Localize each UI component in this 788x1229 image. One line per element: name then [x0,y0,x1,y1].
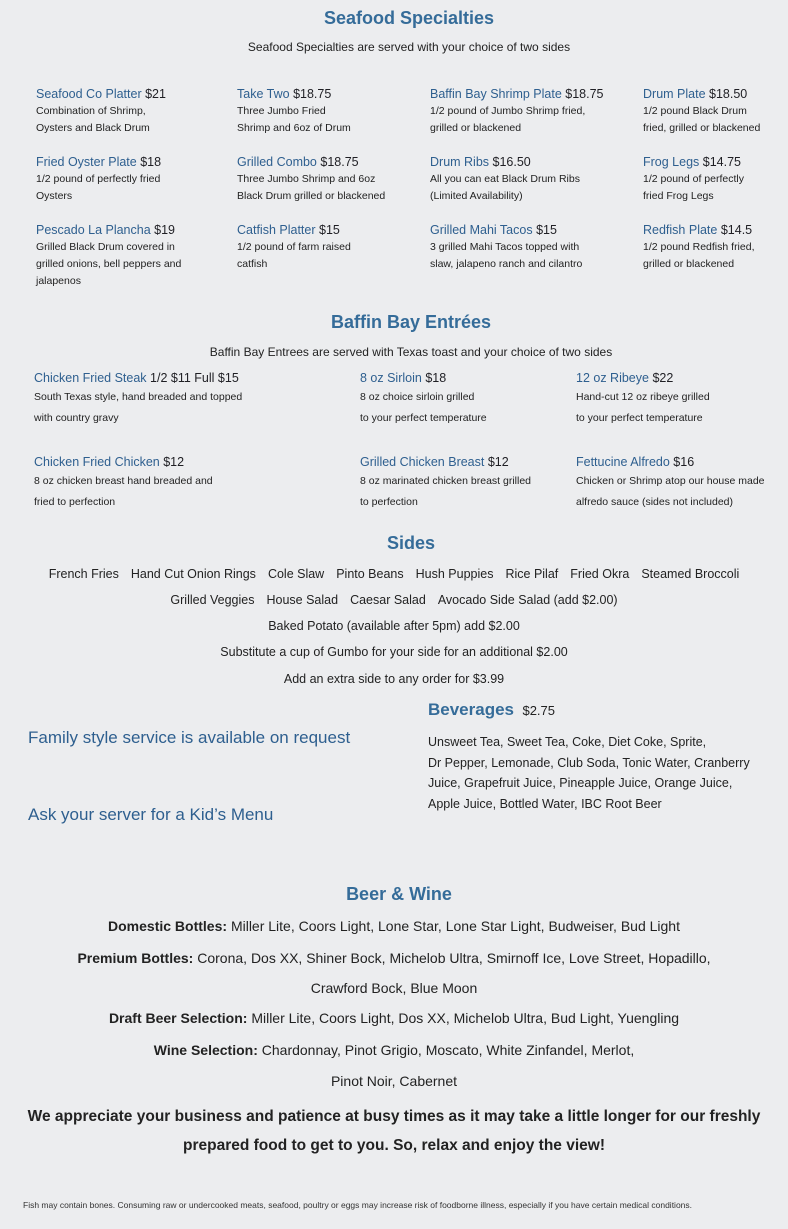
side-item: Fried Okra [570,567,630,581]
item-name: Baffin Bay Shrimp Plate $18.75 [430,87,604,101]
wine-label: Wine Selection: [153,1042,258,1058]
side-item: Cole Slaw [267,567,325,581]
side-extra: Add an extra side to any order for $3.99 [283,672,505,686]
side-gumbo: Substitute a cup of Gumbo for your side for an additional $2.00 [220,645,568,659]
item-name: Chicken Fried Steak 1/2 $11 Full $15 [34,371,239,385]
premium-bottles [0,950,788,966]
disclaimer: Fish may contain bones. Consuming raw or undercooked meats, seafood, poultry or eggs may increase risk of foodborne illness, especially if you have certain medical conditions. [23,1200,693,1210]
item-price: $18 [425,371,447,385]
item-description: Three Jumbo Shrimp and 6oz Black Drum grilled or blackened [237,173,386,202]
thanks-line-1: We appreciate your business and patience at busy times as it may take a little longer for our freshly [27,1108,761,1125]
beverages-list [428,732,773,814]
item-price: $18.75 [293,87,332,101]
seafood-item [643,223,788,273]
premium-list: Corona, Dos XX, Shiner Bock, Michelob Ultra, Smirnoff Ice, Love Street, Hopadillo, [197,950,711,966]
seafood-title: Seafood Specialties [323,8,495,28]
item-price: $19 [154,223,176,237]
item-name: Frog Legs $14.75 [643,155,741,169]
item-description: 8 oz marinated chicken breast grilled to perfection [360,475,532,508]
item-description: All you can eat Black Drum Ribs (Limited Availability) [430,173,580,202]
seafood-item [237,87,422,137]
entree-item [360,371,600,429]
seafood-item [430,155,615,205]
item-description: Combination of Shrimp, Oysters and Black Drum [36,105,150,134]
seafood-item [36,223,221,290]
item-price: $18.50 [709,87,748,101]
side-item: Rice Pilaf [505,567,559,581]
entree-item [576,455,788,513]
item-name: Catfish Platter $15 [237,223,340,237]
entree-item [34,371,274,429]
seafood-item [430,223,615,273]
thanks-line-2: prepared food to get to you. So, relax and enjoy the view! [182,1137,605,1154]
item-description: Hand-cut 12 oz ribeye grilled to your perfect temperature [576,391,710,424]
item-name: Chicken Fried Chicken $12 [34,455,185,469]
item-description: 8 oz chicken breast hand breaded and fried to perfection [34,475,213,508]
item-name: 12 oz Ribeye $22 [576,371,674,385]
item-price: $15 [536,223,557,237]
seafood-item [237,155,422,205]
item-description: Grilled Black Drum covered in grilled onions, bell peppers and jalapenos [36,241,182,287]
entrees-subtitle: Baffin Bay Entrees are served with Texas toast and your choice of two sides [209,345,613,359]
item-name: Fettucine Alfredo $16 [576,455,695,469]
premium-label: Premium Bottles: [77,950,194,966]
beverage-line: Juice, Grapefruit Juice, Pineapple Juice, Orange Juice, [428,776,733,790]
item-price: 1/2 $11 Full $15 [150,371,239,385]
item-description: Chicken or Shrimp atop our house made alfredo sauce (sides not included) [576,475,765,508]
item-description: South Texas style, hand breaded and topped with country gravy [34,391,243,424]
wine-selection-cont: Pinot Noir, Cabernet [330,1073,458,1089]
item-price: $16.50 [492,155,531,169]
domestic-bottles [0,918,788,934]
side-item: House Salad [266,593,339,607]
item-price: $14.5 [720,223,753,237]
item-price: $12 [163,455,185,469]
item-name: Grilled Combo $18.75 [237,155,359,169]
domestic-list: Miller Lite, Coors Light, Lone Star, Lone Star Light, Budweiser, Bud Light [230,918,680,934]
item-name: Grilled Chicken Breast $12 [360,455,509,469]
side-item: Caesar Salad [350,593,426,607]
beverage-line: Unsweet Tea, Sweet Tea, Coke, Diet Coke, Sprite, [428,735,707,749]
item-description: 8 oz choice sirloin grilled to your perfect temperature [360,391,487,424]
item-name: Take Two $18.75 [237,87,332,101]
item-name: Drum Plate $18.50 [643,87,748,101]
beverage-line: Apple Juice, Bottled Water, IBC Root Beer [428,796,662,811]
item-price: $15 [319,223,340,237]
entree-item [360,455,600,513]
wine-selection [0,1042,788,1058]
seafood-item [237,223,422,273]
item-description: 1/2 pound of perfectly fried Frog Legs [643,173,744,202]
seafood-item [643,155,788,205]
entrees-title: Baffin Bay Entrées [330,312,492,332]
kids-menu-note: Ask your server for a Kid’s Menu [28,805,274,824]
side-item: Steamed Broccoli [641,567,740,581]
item-price: $14.75 [702,155,741,169]
item-name: Fried Oyster Plate $18 [36,155,162,169]
item-name: Pescado La Plancha $19 [36,223,176,237]
sides-title: Sides [386,533,436,553]
item-name: 8 oz Sirloin $18 [360,371,447,385]
side-item: Pinto Beans [336,567,404,581]
item-description: 1/2 pound of perfectly fried Oysters [36,173,161,202]
item-name: Drum Ribs $16.50 [430,155,531,169]
entree-item [34,455,274,513]
premium-bottles-cont: Crawford Bock, Blue Moon [310,980,478,996]
seafood-item [36,87,221,137]
item-description: 1/2 pound Black Drum fried, grilled or blackened [643,105,761,134]
draft-label: Draft Beer Selection: [108,1010,248,1026]
side-item: Avocado Side Salad (add $2.00) [437,593,618,607]
item-price: $18 [140,155,162,169]
item-description: 1/2 pound of Jumbo Shrimp fried, grilled or blackened [430,105,586,134]
side-baked-potato: Baked Potato (available after 5pm) add $2.00 [268,619,520,633]
beverages-price: $2.75 [522,703,556,718]
beverages-title: Beverages [428,700,515,719]
item-price: $18.75 [565,87,604,101]
side-item: Grilled Veggies [170,593,255,607]
side-item: French Fries [48,567,119,581]
item-description: 1/2 pound of farm raised catfish [237,241,351,270]
seafood-item [36,155,221,205]
seafood-item [430,87,615,137]
item-price: $12 [487,455,509,469]
domestic-label: Domestic Bottles: [108,918,228,934]
item-price: $18.75 [320,155,359,169]
seafood-item [643,87,788,137]
item-price: $22 [652,371,674,385]
sides-row-2 [0,593,788,607]
seafood-subtitle: Seafood Specialties are served with your choice of two sides [247,40,571,54]
beverage-line: Dr Pepper, Lemonade, Club Soda, Tonic Water, Cranberry [428,755,750,770]
wine-list: Chardonnay, Pinot Grigio, Moscato, White Zinfandel, Merlot, [261,1042,635,1058]
item-name: Seafood Co Platter $21 [36,87,166,101]
item-name: Redfish Plate $14.5 [643,223,753,237]
item-description: 1/2 pound Redfish fried, grilled or blackened [643,241,755,270]
family-style-note: Family style service is available on request [28,728,351,747]
item-price: $16 [673,455,695,469]
item-description: 3 grilled Mahi Tacos topped with slaw, jalapeno ranch and cilantro [430,241,583,270]
draft-beer [0,1010,788,1026]
beer-wine-title: Beer & Wine [346,884,452,904]
side-item: Hush Puppies [415,567,494,581]
entree-item [576,371,788,429]
beverages-heading [428,700,555,720]
item-name: Grilled Mahi Tacos $15 [430,223,557,237]
item-description: Three Jumbo Fried Shrimp and 6oz of Drum [237,105,351,134]
item-price: $21 [145,87,166,101]
side-item: Hand Cut Onion Rings [130,567,256,581]
draft-list: Miller Lite, Coors Light, Dos XX, Michelob Ultra, Bud Light, Yuengling [251,1010,680,1026]
sides-row-1 [0,567,788,581]
